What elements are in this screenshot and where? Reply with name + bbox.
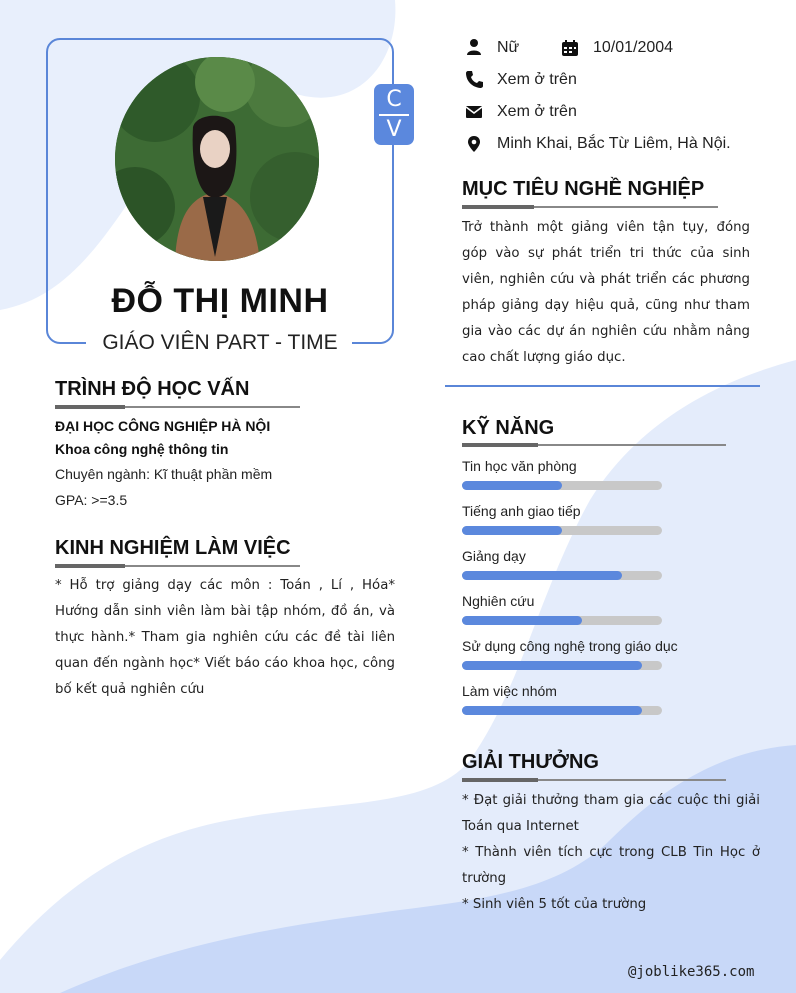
awards-title: GIẢI THƯỞNG [462, 751, 599, 773]
full-name: ĐỖ THỊ MINH [111, 282, 329, 320]
objective-rule [462, 206, 718, 208]
skill-bar-track [462, 526, 662, 535]
skills-title: KỸ NĂNG [462, 417, 555, 439]
experience-text: * Hỗ trợ giảng dạy các môn : Toán , Lí , Hóa* Hướng dẫn sinh viên làm bài tập nhóm, đồ án, và thực hành.* Tham gia nghiên cứu các đề tài liên quan đến ngành học* Viết báo cáo khoa học, công bố kết quả nghiên cứu [55, 578, 395, 697]
skill-bar-track [462, 571, 662, 580]
phone-value: Xem ở trên [497, 71, 577, 88]
skill-bar-track [462, 661, 662, 670]
location-pin-icon [465, 135, 483, 153]
skill-bar-fill [462, 706, 642, 715]
experience-title: KINH NGHIỆM LÀM VIỆC [55, 537, 291, 559]
skill-label: Sử dụng công nghệ trong giáo dục [462, 638, 678, 654]
cv-badge [374, 84, 414, 145]
skills-rule [462, 444, 726, 446]
skill-bar-fill [462, 616, 582, 625]
faculty-name: Khoa công nghệ thông tin [55, 441, 229, 457]
cv-badge-bottom: V [386, 117, 402, 142]
award-item-1: * Đạt giải thưởng tham gia các cuộc thi giải Toán qua Internet [462, 793, 760, 834]
skill-bar-fill [462, 481, 562, 490]
education-title: TRÌNH ĐỘ HỌC VẤN [55, 378, 250, 400]
calendar-icon [561, 39, 579, 57]
skill-label: Giảng dạy [462, 548, 526, 564]
objective-text: Trở thành một giảng viên tận tụy, đóng góp vào sự phát triển tri thức của sinh viên, nghiên cứu và phát triển các phương pháp giảng dạy hiệu quả, cũng như tham gia vào các dự án nghiên cứu nhằm nâng cao chất lượng giáo dục. [462, 220, 750, 365]
skill-bar-fill [462, 526, 562, 535]
objective-title: MỤC TIÊU NGHỀ NGHIỆP [462, 178, 705, 200]
skill-bar-track [462, 706, 662, 715]
right-divider [445, 385, 760, 387]
gender-value: Nữ [497, 39, 520, 56]
skill-bar-track [462, 616, 662, 625]
user-icon [465, 38, 483, 56]
gpa: GPA: >=3.5 [55, 492, 128, 508]
phone-icon [465, 70, 483, 88]
major: Chuyên ngành: Kĩ thuật phần mềm [55, 466, 273, 482]
experience-rule [55, 565, 300, 567]
avatar [115, 57, 319, 261]
email-value: Xem ở trên [497, 103, 577, 120]
award-item-2: * Thành viên tích cực trong CLB Tin Học ở trường [462, 845, 760, 886]
skill-label: Tiếng anh giao tiếp [462, 503, 581, 519]
footer-watermark: @joblike365.com [628, 964, 755, 980]
skill-label: Làm việc nhóm [462, 683, 557, 699]
award-item-3: * Sinh viên 5 tốt của trường [462, 897, 647, 912]
job-role: GIÁO VIÊN PART - TIME [102, 331, 338, 354]
school-name: ĐẠI HỌC CÔNG NGHIỆP HÀ NỘI [55, 418, 271, 434]
skill-bar-fill [462, 661, 642, 670]
awards-rule [462, 779, 726, 781]
skill-label: Tin học văn phòng [462, 458, 577, 474]
cv-badge-top: C [386, 87, 402, 112]
skill-bar-fill [462, 571, 622, 580]
address-value: Minh Khai, Bắc Từ Liêm, Hà Nội. [497, 135, 731, 152]
skill-label: Nghiên cứu [462, 593, 535, 609]
skill-bar-track [462, 481, 662, 490]
birthday-value: 10/01/2004 [593, 39, 674, 56]
mail-icon [465, 103, 483, 121]
education-rule [55, 406, 300, 408]
